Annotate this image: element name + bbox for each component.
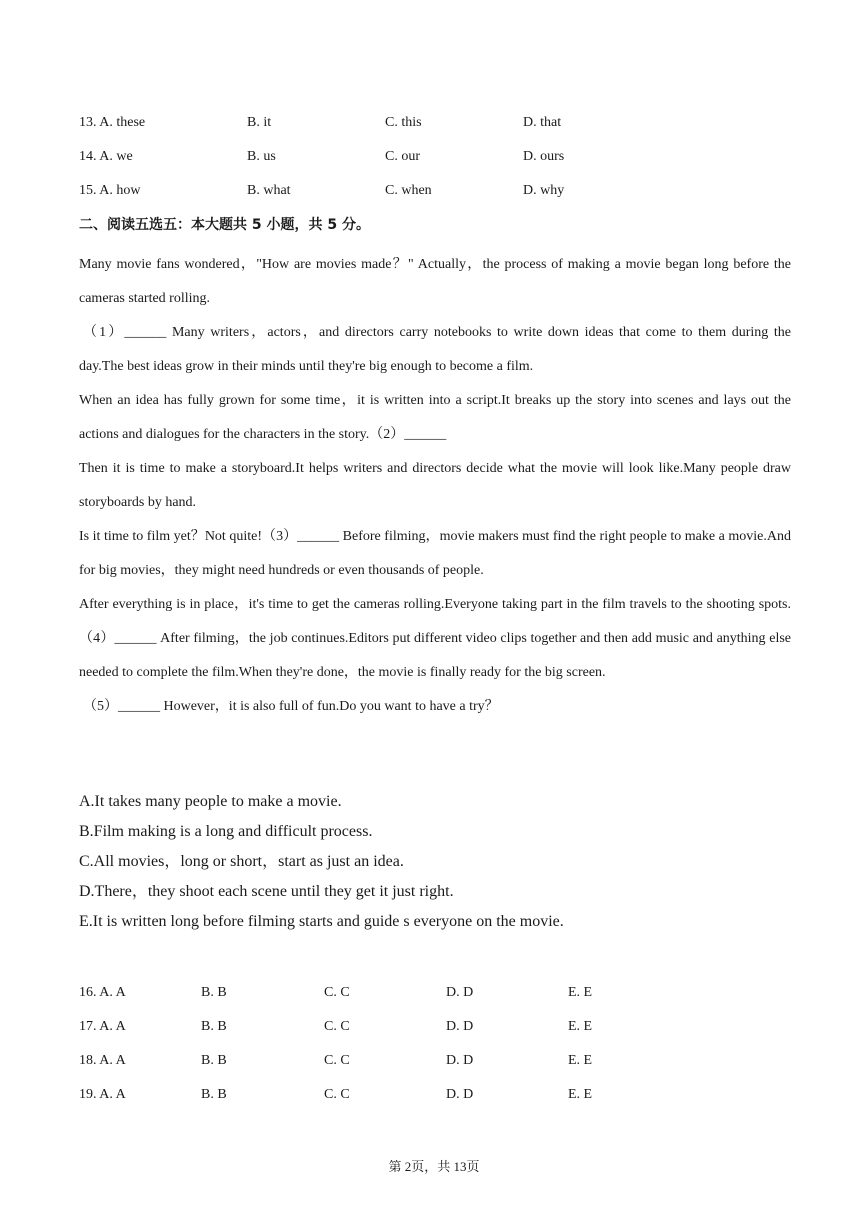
option-a: 14. A. we xyxy=(79,149,133,164)
choice-item: B.Film making is a long and difficult process. xyxy=(79,823,373,840)
option-e: E. E xyxy=(568,1053,593,1068)
option-c: C. C xyxy=(324,985,350,1000)
option-b: B. what xyxy=(247,183,291,198)
choice-item: E.It is written long before filming starts and guide s everyone on the movie. xyxy=(79,913,564,930)
option-b: B. B xyxy=(201,1053,227,1068)
passage-paragraph: （1）______ Many writers，actors，and directors carry notebooks to write down ideas that come to them during the day.The best ideas grow in their minds until they're big enough to become a film. xyxy=(79,325,791,374)
passage-paragraph: Many movie fans wondered，"How are movies made？" Actually，the process of making a movie began long before the cameras started rolling. xyxy=(79,257,791,306)
option-e: E. E xyxy=(568,1087,593,1102)
choice-item: C.All movies，long or short，start as just an idea. xyxy=(79,853,404,870)
option-c: C. this xyxy=(385,115,422,130)
option-e: E. E xyxy=(568,1019,593,1034)
option-b: B. B xyxy=(201,1087,227,1102)
option-c: C. C xyxy=(324,1019,350,1034)
option-b: B. B xyxy=(201,985,227,1000)
option-d: D. D xyxy=(446,1053,474,1068)
choice-list xyxy=(79,787,791,937)
option-d: D. ours xyxy=(523,149,565,164)
option-e: E. E xyxy=(568,985,593,1000)
option-b: B. it xyxy=(247,115,272,130)
option-d: D. why xyxy=(523,183,565,198)
option-a: 15. A. how xyxy=(79,183,141,198)
choice-item: A.It takes many people to make a movie. xyxy=(79,793,342,810)
option-d: D. that xyxy=(523,115,562,130)
reading-passage xyxy=(79,248,791,724)
passage-paragraph: When an idea has fully grown for some time，it is written into a script.It breaks up the story into scenes and lays out the actions and dialogues for the characters in the story.（2）______ xyxy=(79,393,791,442)
section-title: 二、阅读五选五：本大题共 5 小题，共 5 分。 xyxy=(79,217,370,233)
option-a: 17. A. A xyxy=(79,1019,126,1034)
option-a: 19. A. A xyxy=(79,1087,126,1102)
option-d: D. D xyxy=(446,1087,474,1102)
passage-paragraph: （5）______ However，it is also full of fun.Do you want to have a try？ xyxy=(83,699,499,714)
option-c: C. C xyxy=(324,1087,350,1102)
option-c: C. when xyxy=(385,183,432,198)
option-b: B. us xyxy=(247,149,276,164)
option-c: C. our xyxy=(385,149,420,164)
page-number-footer: 第 2页，共 13页 xyxy=(388,1159,480,1174)
passage-paragraph: Is it time to film yet？Not quite!（3）______ Before filming，movie makers must find the right people to make a movie.And for big movies，they might need hundreds or even thousands of people. xyxy=(79,529,791,578)
option-a: 13. A. these xyxy=(79,115,146,130)
option-a: 16. A. A xyxy=(79,985,126,1000)
option-b: B. B xyxy=(201,1019,227,1034)
passage-paragraph: Then it is time to make a storyboard.It helps writers and directors decide what the movie will look like.Many people draw storyboards by hand. xyxy=(79,461,791,510)
option-c: C. C xyxy=(324,1053,350,1068)
option-d: D. D xyxy=(446,1019,474,1034)
option-d: D. D xyxy=(446,985,474,1000)
passage-paragraph: After everything is in place，it's time to get the cameras rolling.Everyone taking part in the film travels to the shooting spots.（4）______ After filming，the job continues.Editors put different video clips together and then add music and anything else needed to complete the film.When they're done，the movie is finally ready for the big screen. xyxy=(79,597,791,680)
option-a: 18. A. A xyxy=(79,1053,126,1068)
choice-item: D.There，they shoot each scene until they get it just right. xyxy=(79,883,454,900)
